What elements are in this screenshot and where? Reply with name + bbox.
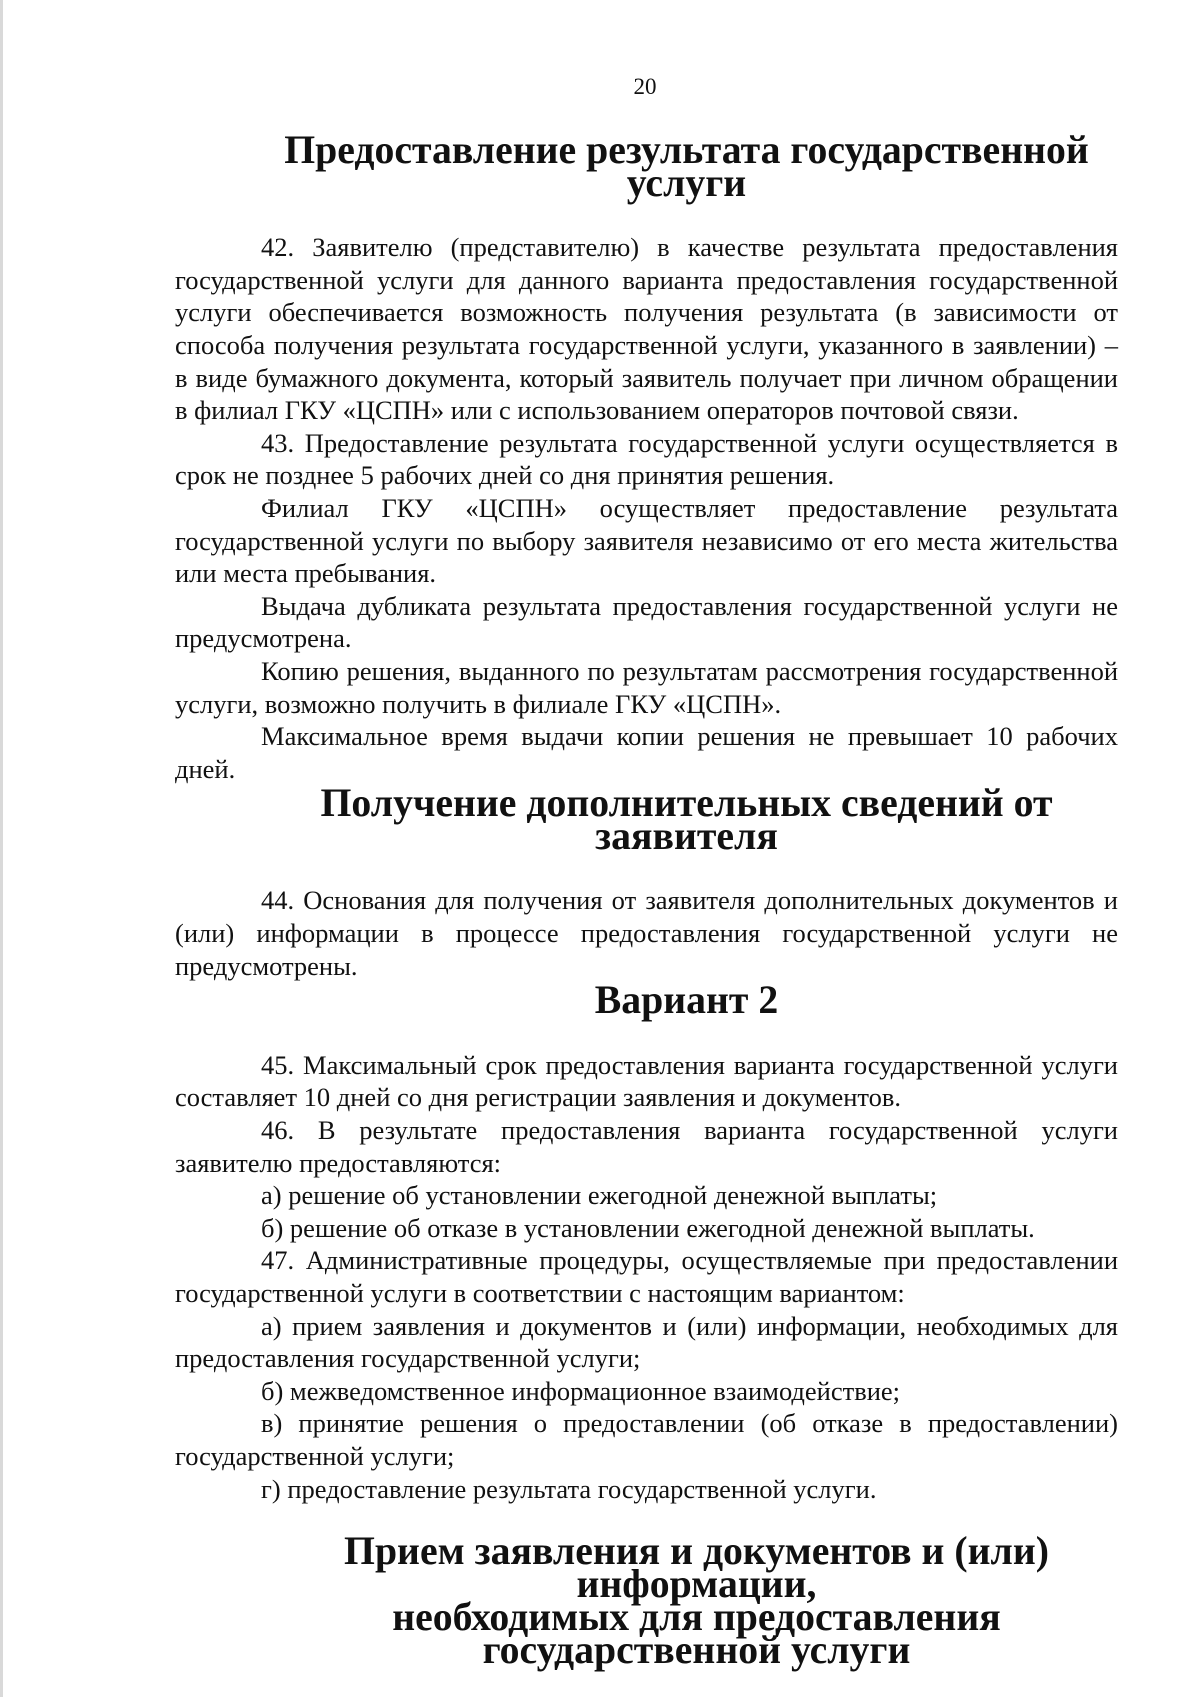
section-heading-variant-2: Вариант 2	[594, 978, 779, 1023]
paragraph-46-b: б) решение об отказе в установлении ежегодной денежной выплаты.	[261, 1212, 1035, 1243]
paragraph-47-d: г) предоставление результата государственной услуги.	[261, 1473, 877, 1504]
paragraph-43: 43. Предоставление результата государственной услуги осуществляется в срок не позднее 5 рабочих дней со дня принятия решения.	[175, 427, 1118, 491]
paragraph-45: 45. Максимальный срок предоставления варианта государственной услуги составляет 10 дней со дня регистрации заявления и документов.	[175, 1049, 1118, 1113]
paragraph-47-b: б) межведомственное информационное взаимодействие;	[261, 1375, 901, 1406]
page-number: 20	[633, 74, 657, 99]
section-heading-additional-info: Получение дополнительных сведений от заявителя	[320, 781, 1053, 858]
paragraph-47: 47. Административные процедуры, осуществляемые при предоставлении государственной услуги в соответствии с настоящим вариантом:	[175, 1245, 1118, 1308]
section-heading-application-intake-line1: Прием заявления и документов и (или) информации,	[344, 1529, 1049, 1607]
paragraph-43-branch: Филиал ГКУ «ЦСПН» осуществляет предоставление результата государственной услуги по выбору заявителя независимо от его места жительства или места пребывания.	[175, 492, 1118, 589]
section-heading-application-intake	[175, 1529, 1118, 1673]
paragraph-43-copy: Копию решения, выданного по результатам рассмотрения государственной услуги, возможно получить в филиале ГКУ «ЦСПН».	[175, 655, 1118, 719]
paragraph-47-a: а) прием заявления и документов и (или) информации, необходимых для предоставления государственной услуги;	[175, 1310, 1118, 1374]
paragraph-46-a: а) решение об установлении ежегодной денежной выплаты;	[261, 1180, 938, 1211]
document-body	[175, 128, 1118, 1673]
paragraph-47-c: в) принятие решения о предоставлении (об отказе в предоставлении) государственной услуги;	[175, 1408, 1118, 1471]
paragraph-43-duplicate: Выдача дубликата результата предоставления государственной услуги не предусмотрена.	[175, 590, 1118, 654]
scan-edge	[0, 0, 3, 1697]
paragraph-42: 42. Заявителю (представителю) в качестве результата предоставления государственной услуги для данного варианта предоставления государственной услуги обеспечивается возможность получения результата (в зависимости от способа получения результата государственной услуги, указанного в заявлении) – в виде бумажного документа, который заявитель получает при личном обращении в филиал ГКУ «ЦСПН» или с использованием операторов почтовой связи.	[175, 232, 1118, 426]
paragraph-46: 46. В результате предоставления варианта государственной услуги заявителю предоставляются:	[175, 1115, 1118, 1178]
paragraph-43-max-time: Максимальное время выдачи копии решения не превышает 10 рабочих дней.	[175, 721, 1118, 784]
section-heading-result-provision: Предоставление результата государственной услуги	[284, 128, 1089, 205]
section-heading-application-intake-line2: необходимых для предоставления государственной услуги	[392, 1595, 1001, 1673]
paragraph-44: 44. Основания для получения от заявителя дополнительных документов и (или) информации в процессе предоставления государственной услуги не предусмотрены.	[175, 885, 1118, 981]
